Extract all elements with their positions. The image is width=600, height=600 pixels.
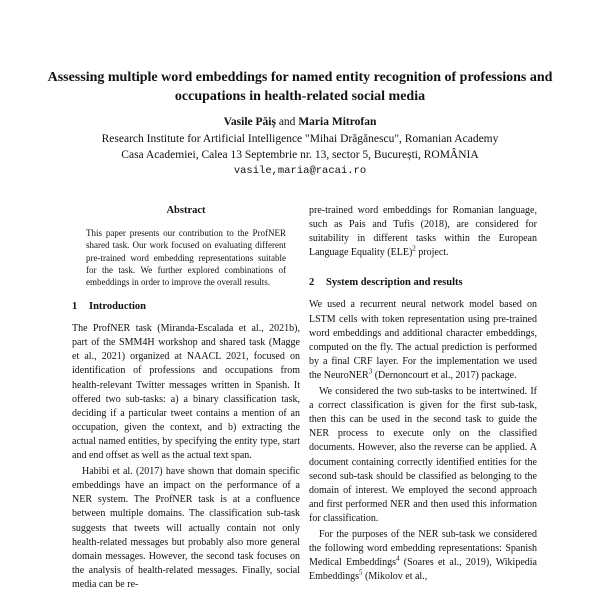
system-paragraph-3 — [309, 528, 537, 584]
continued-text-end: project. — [415, 247, 449, 259]
section-2-number: 2 — [309, 277, 315, 289]
system-p1-end: (Dernoncourt et al., 2017) package. — [372, 369, 517, 381]
affiliation-address: Casa Academiei, Calea 13 Septembrie nr. 13, sector 5, București, ROMÂNIA — [121, 149, 479, 161]
footnote-ref-4: 4 — [396, 554, 400, 563]
system-p3-text: For the purposes of the NER sub-task we considered the following word embedding representations: Spanish Medical Embeddings — [309, 528, 537, 569]
author-1: Vasile Păiș — [223, 116, 276, 128]
system-p3-mid: (Soares et al., 2019), Wikipedia Embeddings — [309, 557, 537, 583]
author-line — [40, 115, 560, 130]
left-column — [72, 204, 300, 592]
system-paragraph-1 — [309, 298, 537, 383]
section-2-title: System description and results — [326, 277, 463, 289]
paper-title: Assessing multiple word embeddings for named entity recognition of professions and occupations in health-related social media — [47, 70, 553, 104]
system-p3-end: (Mikolov et al., — [362, 571, 428, 583]
intro-paragraph-1: The ProfNER task (Miranda-Escalada et al., 2021b), part of the SMM4H workshop and shared task (Magge et al., 2021) organized at NAACL 2021, focused on identification of professions and occupations from health-relevant Twitter messages written in Spanish. It offered two sub-tasks: a) a binary classification task, deciding if a particular tweet contains a mention of an occupation, given the context, and b) extracting the actual named entities, by specifying the entity type, start and end offset as well as the actual text span. — [72, 323, 300, 462]
footnote-ref-2: 2 — [412, 244, 416, 253]
affiliation-institute: Research Institute for Artificial Intelligence "Mihai Drăgănescu", Romanian Academy — [101, 133, 499, 145]
continued-text: pre-trained word embeddings for Romanian language, such as Pais and Tufis (2018), are considered for suitability in different tasks within the European Language Equality (ELE) — [309, 205, 537, 259]
affiliation-block — [40, 131, 560, 179]
system-p1-text: We used a recurrent neural network model based on LSTM cells with token representation using pre-trained word embeddings and additional character embeddings, computed on the fly. The actual prediction is performed by a final CRF layer. For the implementation we used the NeuroNER — [309, 299, 537, 381]
section-2-heading — [309, 276, 537, 290]
author-2: Maria Mitrofan — [298, 116, 377, 128]
author-email: vasile,maria@racai.ro — [233, 165, 367, 177]
abstract-heading: Abstract — [166, 205, 206, 216]
footnote-ref-3: 3 — [368, 367, 373, 376]
footnote-ref-5: 5 — [359, 568, 363, 577]
right-paragraph-continued — [309, 204, 537, 260]
right-column — [309, 204, 537, 584]
system-paragraph-2: We considered the two sub-tasks to be intertwined. If a correct classification is given for the first sub-task, then this can be used in the second task to guide the NER process to execute only on the classified documents. However, also the reverse can be applied. A document containing correctly identified entities for the second sub-task should be classified as belonging to the domain of interest. We employed the second approach and first performed NER and then used this information for classification. — [309, 386, 537, 524]
intro-paragraph-2: Habibi et al. (2017) have shown that domain specific embeddings have an impact on the performance of a NER system. The ProfNER task is at a confluence between multiple domains. The classification sub-task suggests that tweets will actually contain not only health-related messages but probably also more general domain messages. However, the second task focuses on the analysis of health-related messages. Finally, social media can be re- — [72, 466, 300, 590]
author-conjunction: and — [278, 116, 296, 128]
section-1-heading — [72, 300, 300, 314]
section-1-number: 1 — [72, 301, 78, 313]
abstract-text: This paper presents our contribution to the ProfNER shared task. Our work focused on evaluating different pre-trained word embedding representations suitable for the task. We further explored combinations of embeddings in order to improve the overall results. — [86, 228, 286, 287]
section-1-title: Introduction — [89, 301, 146, 313]
